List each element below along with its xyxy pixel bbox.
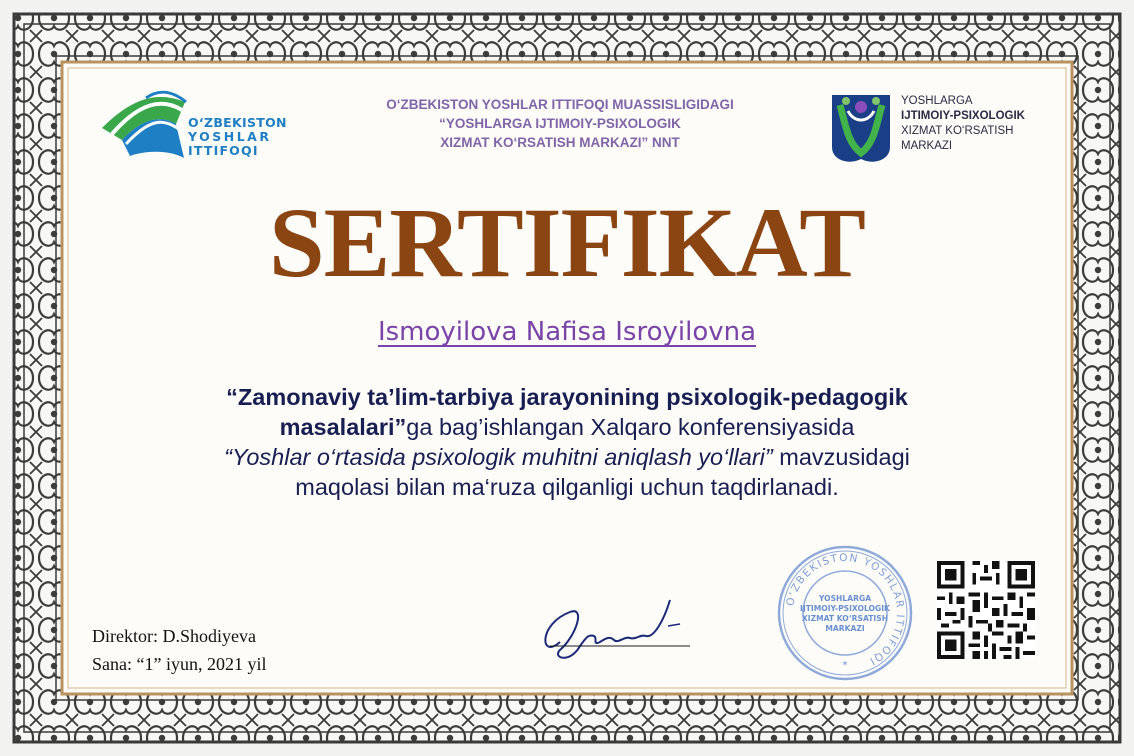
body-text: ga bag’ishlangan Xalqaro konferensiyasida (406, 414, 855, 440)
qr-code (937, 561, 1035, 659)
official-stamp (775, 543, 915, 683)
logo-right-line: MARKAZI (901, 140, 953, 152)
body-bold: masalalari” (279, 414, 407, 440)
certificate-title: SERTIFIKAT (269, 187, 865, 298)
logo-right-line: YOSHLARGA (901, 95, 973, 107)
logo-left-line: YOSHLAR (188, 129, 272, 144)
stamp-line: YOSHLARGA (818, 594, 872, 603)
yoshlar-ittifoqi-logo-text (188, 116, 287, 158)
issue-date: Sana: “1” iyun, 2021 yil (92, 654, 267, 674)
article-title: “Yoshlar o‘rtasida psixologik muhitni aniqlash yo‘llari” (224, 444, 773, 470)
body-line (100, 442, 1034, 472)
body-line: maqolasi bilan ma‘ruza qilganligi uchun taqdirlanadi. (295, 474, 839, 500)
markaz-logo (826, 87, 896, 167)
logo-right-line: IJTIMOIY-PSIXOLOGIK (901, 110, 1025, 122)
recipient-name: Ismoyilova Nafisa Isroyilovna (377, 317, 757, 347)
issuer-header (320, 95, 800, 152)
director-name: Direktor: D.Shodiyeva (92, 626, 256, 646)
logo-right-line: XIZMAT KO‘RSATISH (901, 125, 1014, 137)
stamp-line: XIZMAT KO‘RSATISH (801, 614, 889, 623)
stamp-ring-text: O‘ZBEKISTON YOSHLAR ITTIFOQI (784, 551, 907, 668)
certificate-body (100, 382, 1034, 502)
stamp-line: IJTIMOIY-PSIXOLOGIK (800, 604, 890, 613)
issuer-line: O‘ZBEKISTON YOSHLAR ITTIFOQI MUASSISLIGIDAGI (386, 97, 734, 112)
logo-left-line: ITTIFOQI (188, 143, 259, 158)
issuer-line: XIZMAT KO‘RSATISH MARKAZI” NNT (440, 135, 680, 150)
signature (530, 590, 700, 670)
body-line (100, 412, 1034, 442)
stamp-star: * (842, 660, 848, 671)
logo-left-line: O‘ZBEKISTON (188, 115, 287, 130)
body-text: mavzusidagi (772, 444, 910, 470)
stamp-line: MARKAZI (825, 624, 865, 633)
recipient-name-row (0, 317, 1134, 347)
body-line: “Zamonaviy ta’lim-tarbiya jarayonining psixologik-pedagogik (226, 384, 908, 410)
markaz-logo-text (901, 94, 1025, 154)
issuer-line: “YOSHLARGA IJTIMOIY-PSIXOLOGIK (439, 116, 681, 131)
director-block (92, 622, 266, 678)
